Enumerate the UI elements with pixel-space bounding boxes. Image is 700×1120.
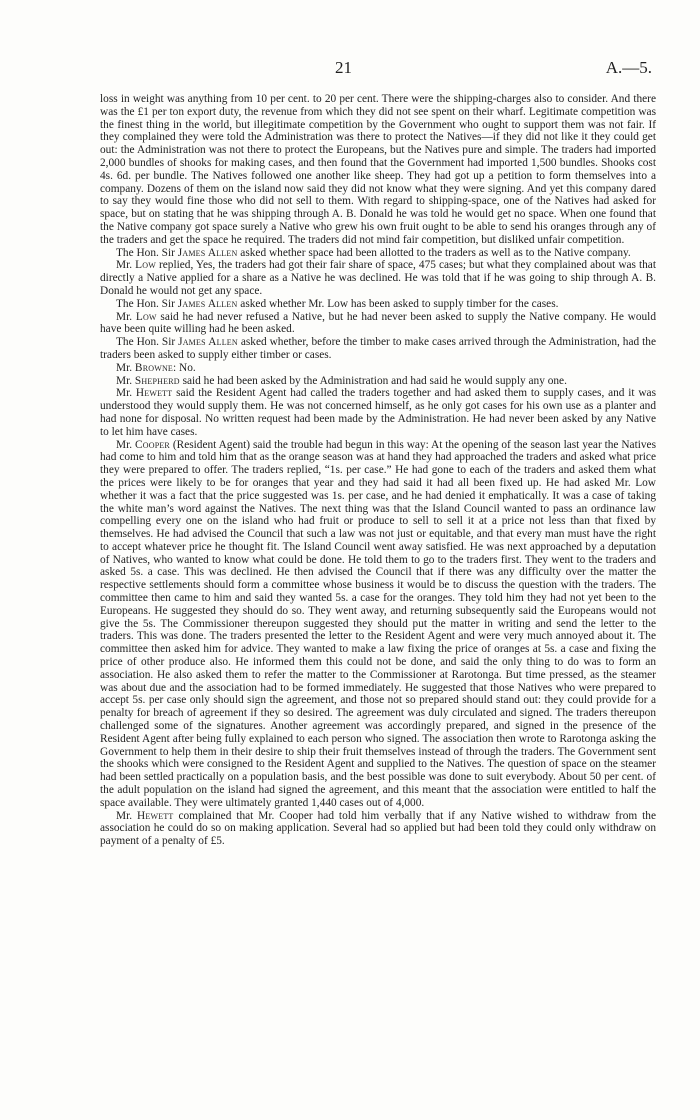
speaker-name: Hewett: [135, 387, 173, 400]
speaker-name: Cooper: [134, 438, 170, 451]
paragraph: [100, 247, 656, 260]
paragraph: [100, 810, 656, 848]
paragraph-text: Mr.: [116, 259, 136, 272]
paragraph-text: : No.: [173, 361, 196, 374]
speaker-name: James Allen: [177, 297, 238, 310]
paragraph-text: The Hon. Sir: [116, 246, 178, 259]
paragraph-text: Mr.: [116, 809, 138, 822]
paragraph: [100, 375, 656, 388]
paragraph-text: said he had been asked by the Administration and had said he would supply any one.: [179, 374, 567, 387]
paragraph-text: said the Resident Agent had called the traders together and had asked them to supply cases, and it was understood they would supply them. He was not concerned himself, as he only got cases for his own use as a planter and had none for disposal. No written request had been made by the Administration. He had never been asked by any Native to let him have cases.: [100, 387, 656, 438]
paragraph-text: said he had never refused a Native, but he had never been asked to supply the Native company. He would have been quite willing had he been asked.: [100, 310, 656, 336]
paragraph: [100, 259, 656, 297]
paragraph-text: replied, Yes, the traders had got their fair share of space, 475 cases; but what they complained about was that directly a Native applied for a share as a Native he was declined. He was told that if he was going to ship through A. B. Donald he would not get any space.: [100, 259, 656, 297]
paragraph: [100, 311, 656, 337]
speaker-name: Low: [135, 310, 157, 323]
paragraph: [100, 298, 656, 311]
paragraph-text: The Hon. Sir: [116, 336, 179, 349]
paragraph-text: (Resident Agent) said the trouble had begun in this way: At the opening of the season last year the Natives had come to him and told him that as the orange season was at hand they had approached the traders and asked what price they were prepared to offer. The traders replied, “1s. per case.” He had gone to each of the traders and asked them what the prices were likely to be for oranges that year and they had said it had all been fixed up. He had asked Mr. Low whether it was a fact that the price suggested was 1s. per case, and he had denied it emphatically. It was a case of taking the white man’s word against the Natives. The next thing was that the Island Council wanted to pass an ordinance law compelling every one on the island who had fruit or produce to sell to sell it at a price not less than that fixed by themselves. He had advised the Council that such a law was not just or equitable, and that every man must have the right to accept whatever price he thought fit. The Island Council went away satisfied. He was next approached by a deputation of Natives, who wanted to know what could be done. He told them to go to the traders first. They went to the traders and asked 5s. a case. This was declined. He then advised the Council that if there was any difficulty over the matter the respective settlements should form a committee whose business it would be to discuss the question with the traders. The committee then came to him and said they wanted 5s. a case for the oranges. They told him they had not yet been to the Europeans. He suggested they should do so. They went away, and returning subsequently said the Europeans would not give the 5s. The Commissioner thereupon suggested they should put the matter in writing and send the letter to the traders. This was done. The traders presented the letter to the Resident Agent and were very much annoyed about it. The committee then asked him for advice. They wanted to make a law fixing the price of oranges at 5s. a case and fixing the price of other produce also. He informed them this could not be done, and said the only thing to do was to form an association. He also asked them to refer the matter to the Commissioner at Rarotonga. But time pressed, as the steamer was about due and the association had to be formed immediately. He suggested that those Natives who were prepared to accept 5s. per case only should sign the agreement, and those not so prepared should stand out: they could provide for a penalty for breach of agreement if they so desired. The agreement was duly circulated and signed. The traders thereupon challenged some of the signatures. Another agreement was accordingly prepared, and signed in the presence of the Resident Agent after being fully explained to each person who signed. The association then wrote to Rarotonga asking the Government to help them in their desire to ship their fruit themselves instead of through the traders. The Government sent the shooks which were consigned to the Resident Agent and supplied to the Natives. The question of space on the steamer had been settled practically on a population basis, and the best possible was done to suit everybody. About 50 per cent. of the adult population on the island had signed the agreement, and this meant that the association were entitled to half the space available. They were ultimately granted 1,440 cases out of 4,000.: [100, 438, 656, 809]
page-number: 21: [335, 58, 352, 77]
paragraph-text: The Hon. Sir: [116, 297, 178, 310]
speaker-name: James Allen: [177, 246, 238, 259]
paragraph-text: asked whether, before the timber to make cases arrived through the Administration, had the traders been asked to supply either timber or cases.: [100, 336, 656, 361]
paragraph: [100, 336, 656, 362]
paragraph: [100, 362, 656, 375]
paragraph-text: loss in weight was anything from 10 per cent. to 20 per cent. There were the shipping-charges also to consider. And there was the £1 per ton export duty, the revenue from which they did not see spent on their wharf. Legitimate competition was the finest thing in the world, but illegitimate competition by the Government who ought to support them was not fair. If they complained they were told the Administration was there to protect the Natives—if they did not like it they could get out: the Administration was not there to protect the Europeans, but the Natives pure and simple. The traders had imported 2,000 bundles of shooks for making cases, and then found that the Government had imported 1,500 bundles. Shooks cost 4s. 6d. per bundle. The Natives followed one another like sheep. They had got up a petition to form themselves into a company. Dozens of them on the island now said they did not know what they were signing. And yet this company dared to say they would fine those who did not sell to them. With regard to shipping-space, one of the Natives had asked for space, but on stating that he was shipping through A. B. Donald he was told he would get no space. When one found that the Native company got space surely a Native who grew his own fruit ought to be able to send his oranges through any of the traders and get the space he required. The traders did not mind fair competition, but disliked unfair competition.: [100, 93, 656, 246]
speaker-name: Hewett: [137, 809, 174, 822]
paragraph-text: asked whether Mr. Low has been asked to supply timber for the cases.: [237, 297, 559, 310]
paragraph-text: Mr.: [116, 438, 135, 451]
paragraph: [100, 387, 656, 438]
speaker-name: Browne: [134, 361, 174, 374]
paragraph-text: Mr.: [116, 374, 135, 387]
paragraph-text: asked whether space had been allotted to the traders as well as to the Native company.: [237, 246, 631, 259]
paragraph: [100, 439, 656, 810]
paragraph-text: Mr.: [116, 310, 136, 323]
document-body: [100, 93, 656, 848]
paragraph: [100, 93, 656, 247]
paragraph-text: complained that Mr. Cooper had told him verbally that if any Native wished to withdraw from the association he could do so on making application. Several had so applied but had been told they could only withdraw on payment of a penalty of £5.: [100, 809, 656, 848]
document-code: A.—5.: [605, 58, 652, 77]
page-header: [0, 58, 700, 82]
speaker-name: Low: [135, 259, 156, 272]
paragraph-text: Mr.: [116, 387, 136, 400]
paragraph-text: Mr.: [116, 361, 135, 374]
speaker-name: James Allen: [178, 336, 238, 349]
speaker-name: Shepherd: [134, 374, 180, 387]
